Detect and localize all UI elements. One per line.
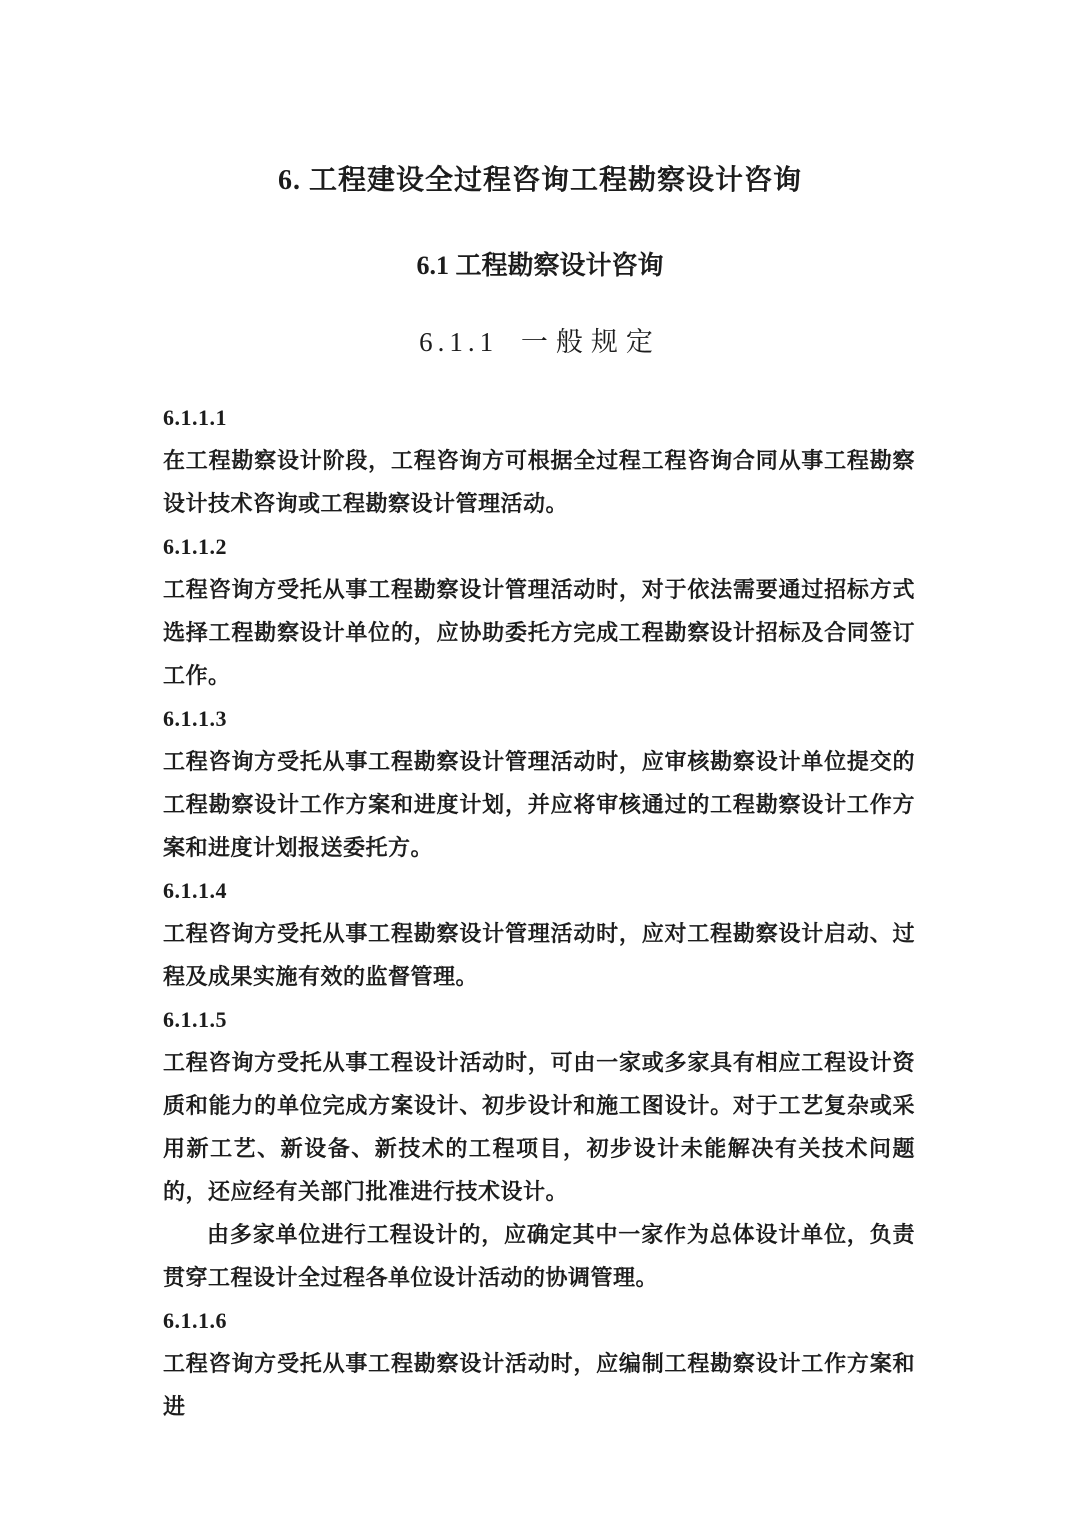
clause-number: 6.1.1.2 (163, 534, 227, 559)
clause-number: 6.1.1.5 (163, 1007, 227, 1032)
clause-6111 (163, 396, 915, 525)
clause-number: 6.1.1.6 (163, 1308, 227, 1333)
section-heading: 6.1 工程勘察设计咨询 (416, 251, 664, 280)
clause-paragraph: 工程咨询方受托从事工程勘察设计管理活动时，应审核勘察设计单位提交的工程勘察设计工作方案和进度计划，并应将审核通过的工程勘察设计工作方案和进度计划报送委托方。 (163, 749, 915, 860)
clause-number: 6.1.1.4 (163, 878, 227, 903)
subsection-number: 6.1.1 (419, 327, 499, 357)
clauses-container (163, 396, 915, 1428)
clause-paragraph: 工程咨询方受托从事工程勘察设计活动时，应编制工程勘察设计工作方案和进 (163, 1351, 915, 1419)
clause-6115 (163, 998, 915, 1299)
clause-number: 6.1.1.3 (163, 706, 227, 731)
subsection-heading (0, 320, 1080, 359)
clause-paragraph: 工程咨询方受托从事工程设计活动时，可由一家或多家具有相应工程设计资质和能力的单位完成方案设计、初步设计和施工图设计。对于工艺复杂或采用新工艺、新设备、新技术的工程项目，初步设计未能解决有关技术问题的，还应经有关部门批准进行技术设计。 (163, 1050, 915, 1204)
document-title: 6. 工程建设全过程咨询工程勘察设计咨询 (277, 165, 802, 196)
clause-6112 (163, 525, 915, 697)
clause-paragraph: 工程咨询方受托从事工程勘察设计管理活动时，应对工程勘察设计启动、过程及成果实施有效的监督管理。 (163, 921, 915, 989)
clause-paragraph: 由多家单位进行工程设计的，应确定其中一家作为总体设计单位，负责贯穿工程设计全过程各单位设计活动的协调管理。 (163, 1222, 915, 1290)
clause-paragraph: 工程咨询方受托从事工程勘察设计管理活动时，对于依法需要通过招标方式选择工程勘察设计单位的，应协助委托方完成工程勘察设计招标及合同签订工作。 (163, 577, 915, 688)
clause-6116 (163, 1299, 915, 1428)
subsection-title: 一般规定 (520, 327, 661, 357)
clause-6113 (163, 697, 915, 869)
clause-paragraph: 在工程勘察设计阶段，工程咨询方可根据全过程工程咨询合同从事工程勘察设计技术咨询或工程勘察设计管理活动。 (163, 448, 915, 516)
clause-number: 6.1.1.1 (163, 405, 227, 430)
clause-6114 (163, 869, 915, 998)
